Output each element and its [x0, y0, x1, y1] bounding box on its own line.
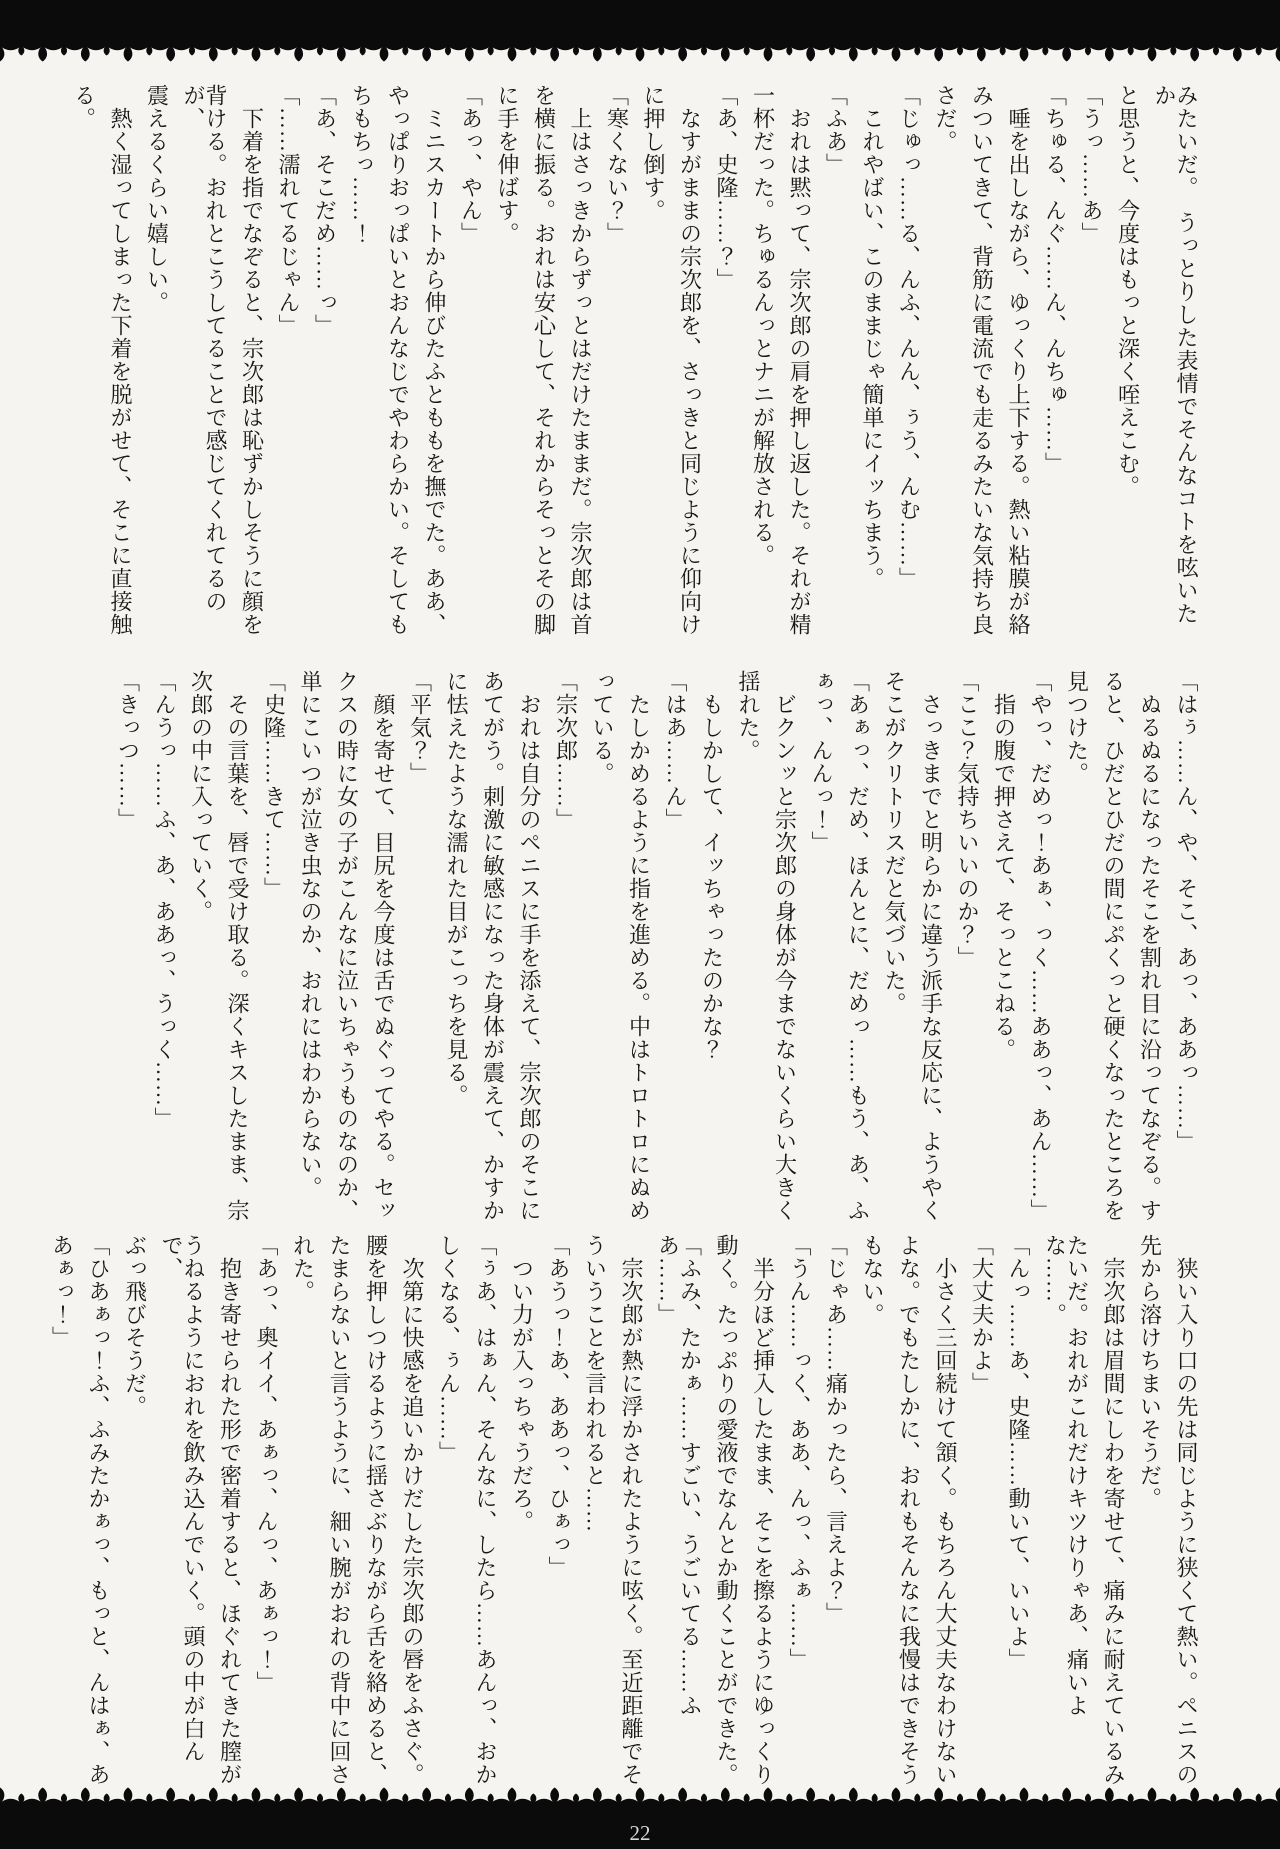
text-column: たいだ。おれがこれだけキツけりゃあ、痛いよな……。	[1042, 1234, 1090, 1717]
text-column: ぬるぬるになったそこを割れ目に沿ってなぞる。す	[1137, 670, 1163, 1222]
text-column: ビクンッと宗次郎の身体が今までないくらい大きく	[772, 670, 798, 1222]
text-column: たまらないと言うように、細い腕がおれの背中に回さ	[327, 1234, 352, 1786]
text-column: つい力が入っちゃうだろ。	[509, 1234, 535, 1533]
text-column: 先から溶けちまいそうだ。	[1137, 1234, 1163, 1510]
text-column: 「あぁっ、だめ、ほんとに、だめっ……もう、あ、ふ	[845, 670, 871, 1222]
text-column: 「んっ……あ、史隆……動いて、いいよ」	[1006, 1234, 1031, 1671]
text-column: 「大丈夫かよ」	[969, 1234, 995, 1395]
text-column: 「あっ、やん」	[458, 84, 484, 245]
text-column: ちもちっ……！	[349, 84, 374, 245]
text-column: 「ちゅる、んぐ……ん、んちゅ……」	[1042, 84, 1068, 475]
text-column: 「ふあ」	[823, 84, 849, 176]
text-column: 「じゃあ……痛かったら、言えよ？」	[823, 1234, 849, 1625]
text-column: 見つけた。	[1064, 670, 1090, 785]
text-column: 「……濡れてるじゃん」	[276, 84, 301, 337]
text-column: 次第に快感を追いかけだした宗次郎の唇をふさぐ。	[400, 1234, 425, 1786]
text-column: 「はあ……ん」	[663, 670, 688, 831]
text-column: れた。	[290, 1234, 316, 1303]
text-column: に押し倒す。	[641, 84, 666, 222]
text-column: これやばい、このままじゃ簡単にイッちまう。	[860, 84, 885, 590]
text-column: やっぱりおっぱいとおんなじでやわらかい。そしても	[385, 84, 411, 636]
text-column: 次郎の中に入っていく。	[188, 670, 214, 923]
text-column: 背ける。おれとこうしてることで感じてくれてるのが、	[181, 84, 228, 613]
text-column: そこがクリトリスだと気づいた。	[882, 670, 907, 1015]
text-column: 「ふみ、たかぁ……すごい、うごいてる……ふあ……」	[655, 1234, 703, 1717]
text-column: ると、ひだとひだの間にぷくっと硬くなったところを	[1101, 670, 1126, 1222]
text-column: 熱く湿ってしまった下着を脱がせて、そこに直接触	[108, 84, 133, 636]
text-column: 「史隆……きて……」	[261, 670, 287, 900]
text-column: 腰を押しつけるように揺さぶりながら舌を絡めると、	[363, 1234, 389, 1786]
text-column: ぶっ飛びそうだ。	[122, 1234, 148, 1418]
text-column: 小さく三回続けて頷く。もちろん大丈夫なわけない	[933, 1234, 958, 1786]
text-column: あてがう。刺激に敏感になった身体が震えて、かすか	[480, 670, 506, 1222]
text-column: おれは黙って、宗次郎の肩を押し返した。それが精	[787, 84, 812, 636]
text-column: 単にこいつが泣き虫なのか、おれにはわからない。	[298, 670, 323, 1199]
text-column: る。	[71, 84, 97, 130]
text-column: うねるようにおれを飲み込んでいく。頭の中が白んで、	[159, 1234, 206, 1763]
text-column: 指の腹で押さえて、そっとこねる。	[991, 670, 1017, 1061]
text-column: 「んうっ……ふ、あ、ああっ、うっく……」	[152, 670, 177, 1130]
text-column: 宗次郎は眉間にしわを寄せて、痛みに耐えているみ	[1101, 1234, 1126, 1786]
text-column: っている。	[590, 670, 615, 785]
text-column: もない。	[860, 1234, 885, 1326]
text-column: 「平気？」	[407, 670, 433, 785]
text-column: みたいだ。 うっとりした表情でそんなコトを呟いたか	[1152, 84, 1199, 625]
text-column: 「あっ、奥イイ、あぁっ、んっ、あぁっ！」	[254, 1234, 279, 1694]
text-column: と思うと、今度はもっと深く咥えこむ。	[1115, 84, 1141, 498]
text-column: に怯えたような濡れた目がこっちを見る。	[444, 670, 469, 1107]
text-column: ぁっ、んんっ！」	[809, 670, 834, 854]
page-number: 22	[629, 1821, 651, 1845]
text-column: さっきまでと明らかに違う派手な反応に、ようやく	[918, 670, 944, 1222]
text-column: 「はぅ……ん、や、そこ、あっ、ああっ……」	[1174, 670, 1199, 1153]
text-column: 「ぅあ、はぁん、そんなに、したら……あんっ、おか	[473, 1234, 498, 1786]
text-block-1	[71, 84, 1199, 646]
text-column: 半分ほど挿入したまま、そこを擦るようにゆっくり	[750, 1234, 776, 1786]
text-column: ミニスカートから伸びたふとももを撫でた。ああ、	[422, 84, 447, 636]
text-column: みついてきて、背筋に電流でも走るみたいな気持ち良	[969, 84, 995, 636]
text-column: 「あ、そこだめ……っ」	[312, 84, 338, 337]
text-column: を横に振る。おれは安心して、それからそっとその脚	[531, 84, 557, 636]
text-column: 動く。たっぷりの愛液でなんとか動くことができた。	[714, 1234, 739, 1786]
text-column: たしかめるように指を進める。中はトロトロにぬめ	[626, 670, 652, 1222]
text-column: 震えるくらい嬉しい。	[144, 84, 170, 314]
text-column: なすがままの宗次郎を、さっきと同じように仰向け	[677, 84, 703, 636]
text-column: 「うっ……あ」	[1079, 84, 1104, 245]
text-column: 上はさっきからずっとはだけたままだ。宗次郎は首	[568, 84, 593, 636]
text-column: 揺れた。	[736, 670, 761, 762]
text-column: 唾を出しながら、ゆっくり上下する。熱い粘膜が絡	[1006, 84, 1031, 636]
decorative-top-border	[0, 0, 1280, 66]
text-column: 「あうっ！あ、ああっ、ひぁっ」	[546, 1234, 571, 1579]
text-column: ういうことを言われると……	[582, 1234, 608, 1533]
text-column: 「うん……っく、ああ、んっ、ふぁ……」	[787, 1234, 812, 1671]
text-block-2	[93, 670, 1197, 1232]
text-column: クスの時に女の子がこんなに泣いちゃうものなのか、	[334, 670, 360, 1222]
text-column: もしかして、イッちゃったのかな？	[699, 670, 725, 1061]
text-column: 顔を寄せて、目尻を今度は舌でぬぐってやる。セッ	[371, 670, 396, 1222]
text-column: 抱き寄せられた形で密着すると、ほぐれてきた膣が	[217, 1234, 243, 1786]
text-column: 下着を指でなぞると、宗次郎は恥ずかしそうに顔を	[239, 84, 265, 636]
text-column: 「ここ？気持ちいいのか？」	[955, 670, 980, 969]
text-column: 「きっつ……」	[115, 670, 141, 831]
decorative-bottom-border	[0, 1783, 1280, 1849]
text-column: 狭い入り口の先は同じように狭くて熱い。ペニスの	[1174, 1234, 1199, 1786]
text-column: 「あ、史隆……？」	[714, 84, 739, 291]
text-column: よな。でもたしかに、おれもそんなに我慢はできそう	[896, 1234, 922, 1786]
text-column: 一杯だった。ちゅるんっとナニが解放される。	[750, 84, 776, 567]
text-column: その言葉を、唇で受け取る。深くキスしたまま、宗	[225, 670, 250, 1222]
text-column: おれは自分のペニスに手を添えて、宗次郎のそこに	[517, 670, 542, 1222]
text-column: に手を伸ばす。	[495, 84, 520, 245]
text-column: 「宗次郎……」	[553, 670, 579, 831]
text-column: さだ。	[933, 84, 958, 153]
text-column: 「やっ、だめっ！あぁ、っく……ああっ、あん……」	[1028, 670, 1053, 1222]
text-column: 宗次郎が熱に浮かされたように呟く。至近距離でそ	[619, 1234, 644, 1786]
text-block-3	[49, 1234, 1199, 1796]
text-column: しくなる、ぅん……」	[436, 1234, 462, 1464]
text-column: 「ひあぁっ！ふ、ふみたかぁっ、もっと、んはぁ、あ	[86, 1234, 111, 1786]
text-column: あぁっ！」	[49, 1234, 75, 1349]
text-column: 「じゅっ……る、んふ、んん、ぅう、んむ……」	[896, 84, 922, 590]
text-column: 「寒くない？」	[604, 84, 630, 245]
